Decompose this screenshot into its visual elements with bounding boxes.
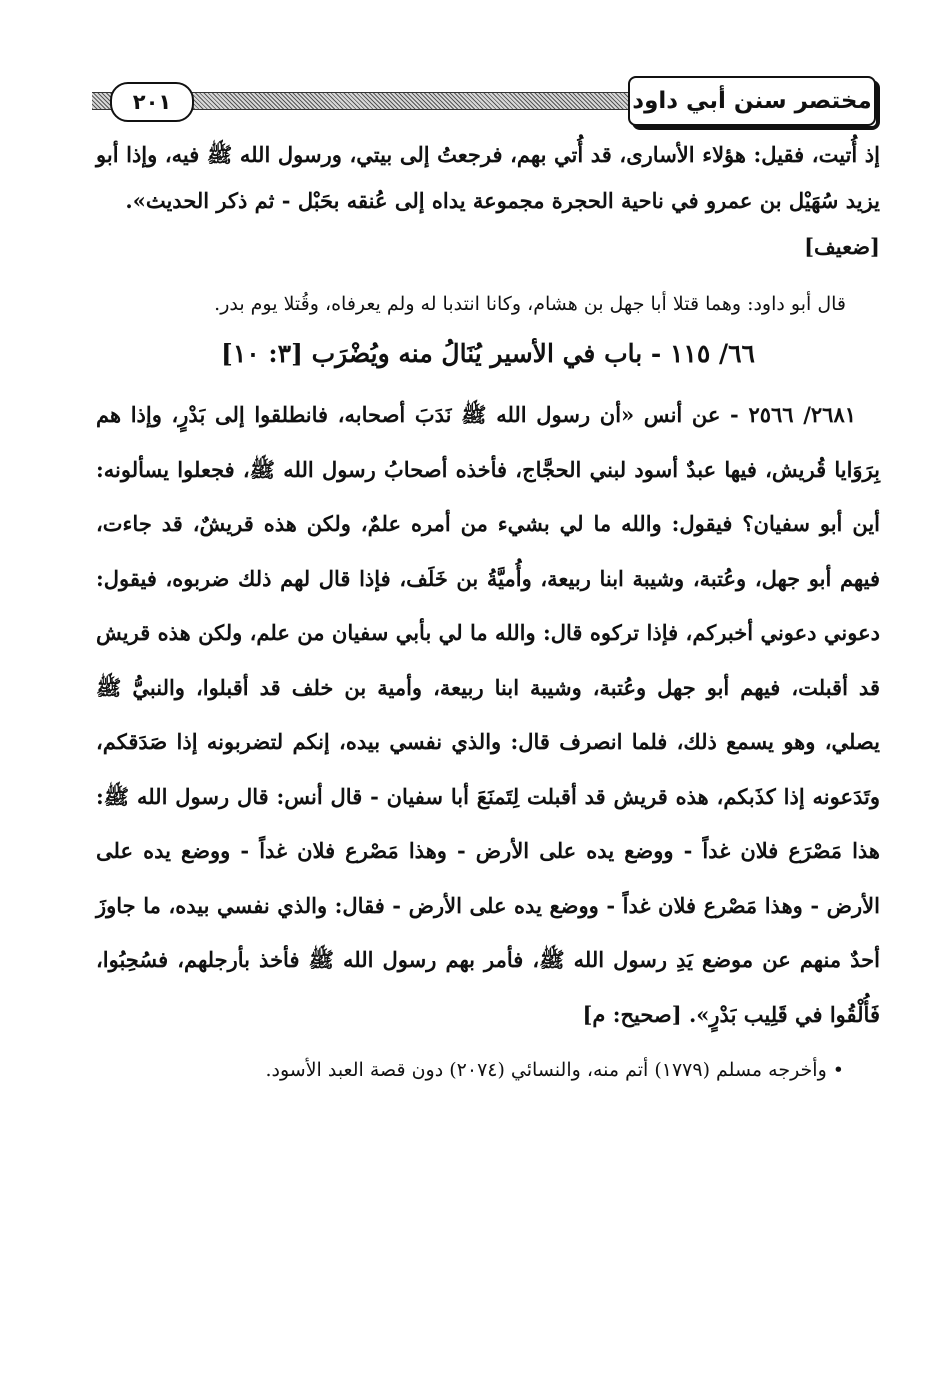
page-body	[96, 132, 880, 1090]
hadith-grade: [ضعيف]	[804, 234, 880, 259]
page-header	[92, 84, 876, 126]
book-title: مختصر سنن أبي داود	[628, 76, 876, 126]
hadith-text: ٢٦٨١/ ٢٥٦٦ - عن أنس «أن رسول الله ﷺ نَدَبَ أصحابه، فانطلقوا إلى بَدْرٍ، وإذا هم بِرَوَايا قُريش، فيها عبدٌ أسود لبني الحجَّاج، فأخذه أصحابُ رسول الله ﷺ، فجعلوا يسألونه: أين أبو سفيان؟ فيقول: والله ما لي بشيء من أمره علمٌ، ولكن هذه قريشٌ، قد جاءت، فيهم أبو جهل، وعُتبة، وشيبة ابنا ربيعة، وأُميَّةُ بن خَلَف، فإذا قال لهم ذلك ضربوه، فيقول: دعوني دعوني أخبركم، فإذا تركوه قال: والله ما لي بأبي سفيان من علم، ولكن هذه قريش قد أقبلت، فيهم أبو جهل وعُتبة، وشيبة ابنا ربيعة، وأمية بن خلف قد أقبلوا، والنبيُّ ﷺ يصلي، وهو يسمع ذلك، فلما انصرف قال: والذي نفسي بيده، إنكم لتضربونه إذا صَدَقكم، وتَدَعونه إذا كذَبكم، هذه قريش قد أقبلت لِتَمنَعَ أبا سفيان - قال أنس: قال رسول الله ﷺ: هذا مَصْرَع فلان غداً - ووضع يده على الأرض - وهذا مَصْرع فلان غداً - ووضع يده على الأرض - وهذا مَصْرع فلان غداً - ووضع يده على الأرض - فقال: والذي نفسي بيده، ما جاوزَ أحدٌ منهم عن موضع يَدِ رسول الله ﷺ، فأمر بهم رسول الله ﷺ فأخذ بأرجلهم، فسُحِبُوا، فَأُلْقُوا في قَلِيب بَدْرٍ». [صحيح: م]	[96, 402, 880, 1027]
paragraph-continuation: إذ أُتيت، فقيل: هؤلاء الأسارى، قد أُتي بهم، فرجعتُ إلى بيتي، ورسول الله ﷺ فيه، وإذا أبو يزيد سُهَيْل بن عمرو في ناحية الحجرة مجموعة يداه إلى عُنقه بحَبْل - ثم ذكر الحديث».	[96, 142, 880, 213]
chapter-heading: ٦٦/ ١١٥ - باب في الأسير يُنَالُ منه ويُضْرَب [٣: ١٠]	[221, 339, 755, 368]
page-number: ٢٠١	[110, 82, 194, 122]
takhrij-footnote: • وأخرجه مسلم (١٧٧٩) أتم منه، والنسائي (٢٠٧٤) دون قصة العبد الأسود.	[265, 1059, 844, 1081]
abu-dawud-note: قال أبو داود: وهما قتلا أبا جهل بن هشام، وكانا انتدبا له ولم يعرفاه، وقُتلا يوم بدر.	[214, 293, 846, 315]
